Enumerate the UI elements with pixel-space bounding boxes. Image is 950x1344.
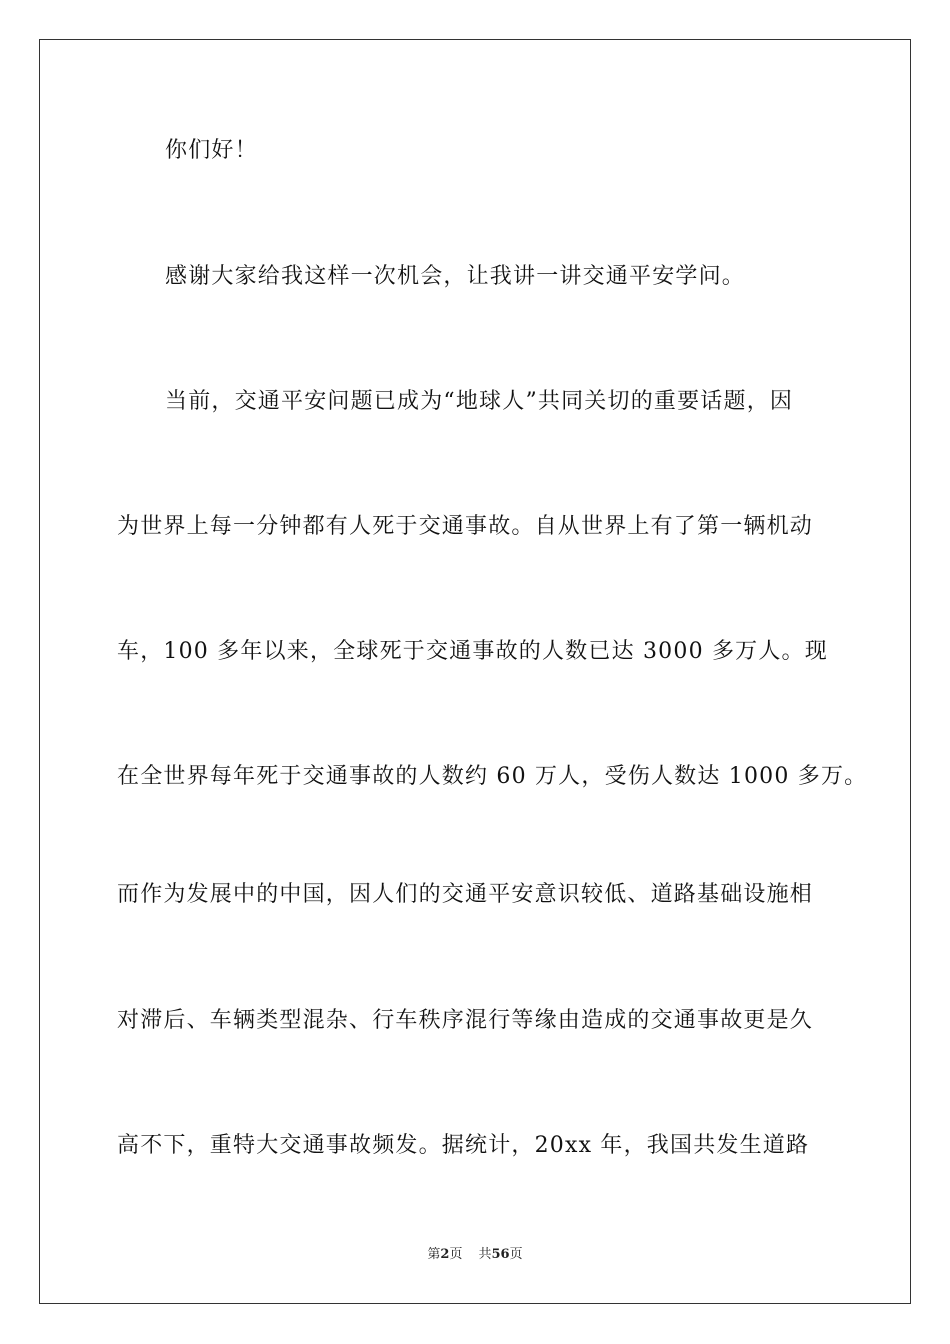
paragraph-line: 感谢大家给我这样一次机会，让我讲一讲交通平安学问。 xyxy=(165,264,746,289)
paragraph-line: 车，100 多年以来，全球死于交通事故的人数已达 3000 多万人。现 xyxy=(117,639,828,664)
page-footer xyxy=(0,1246,950,1264)
total-pages: 56 xyxy=(491,1247,510,1262)
paragraph-line: 而作为发展中的中国，因人们的交通平安意识较低、道路基础设施相 xyxy=(117,882,814,907)
paragraph-line: 当前，交通平安问题已成为“地球人”共同关切的重要话题，因 xyxy=(165,389,794,414)
paragraph-line: 在全世界每年死于交通事故的人数约 60 万人，受伤人数达 1000 多万。 xyxy=(117,764,868,789)
paragraph-line: 为世界上每一分钟都有人死于交通事故。自从世界上有了第一辆机动 xyxy=(117,514,814,539)
total-suffix: 页 xyxy=(509,1247,523,1262)
page-prefix: 第 xyxy=(427,1247,441,1262)
paragraph-line: 对滞后、车辆类型混杂、行车秩序混行等缘由造成的交通事故更是久 xyxy=(117,1008,814,1033)
page-frame xyxy=(39,39,911,1304)
total-prefix: 共 xyxy=(478,1247,492,1262)
greeting-line: 你们好！ xyxy=(165,138,258,163)
page-number: 2 xyxy=(440,1247,450,1262)
paragraph-line: 高不下，重特大交通事故频发。据统计，20xx 年，我国共发生道路 xyxy=(117,1133,810,1158)
page-suffix: 页 xyxy=(449,1247,463,1262)
